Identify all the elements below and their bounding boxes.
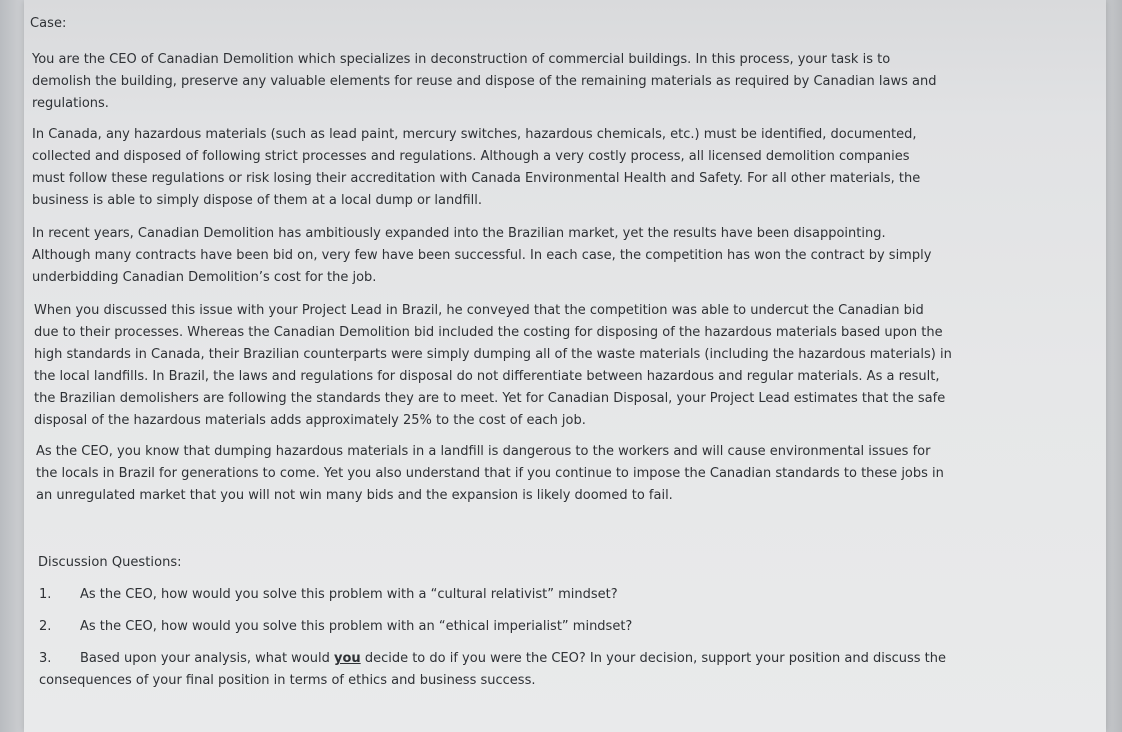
paragraph-line: When you discussed this issue with your Project Lead in Brazil, he conveyed that the competition was able to undercut the Canadian bid [34,303,924,318]
discussion-heading: Discussion Questions: [38,555,182,570]
question-text: As the CEO, how would you solve this problem with an “ethical imperialist” mindset? [80,619,633,634]
question-number: 2. [39,619,52,634]
emphasis-you: you [334,651,361,666]
question-number: 1. [39,587,52,602]
question-text-part: Based upon your analysis, what would [80,651,335,666]
case-heading: Case: [30,16,67,31]
paragraph-line: the locals in Brazil for generations to come. Yet you also understand that if you continue to impose the Canadian standards to these jobs in [36,466,944,481]
paragraph-line: You are the CEO of Canadian Demolition which specializes in deconstruction of commercial buildings. In this process, your task is to [32,52,891,67]
document-page [24,0,1106,732]
paragraph-line: collected and disposed of following strict processes and regulations. Although a very costly process, all licensed demolition companies [32,149,910,164]
paragraph-line: demolish the building, preserve any valuable elements for reuse and dispose of the remaining materials as required by Canadian laws and [32,74,937,89]
paragraph-line: regulations. [32,96,109,111]
question-text-continuation: consequences of your final position in terms of ethics and business success. [39,673,536,688]
question-text: As the CEO, how would you solve this problem with a “cultural relativist” mindset? [80,587,618,602]
paragraph-line: business is able to simply dispose of them at a local dump or landfill. [32,193,483,208]
paragraph-line: In recent years, Canadian Demolition has ambitiously expanded into the Brazilian market, yet the results have been disappointing. [32,226,886,241]
paragraph-line: As the CEO, you know that dumping hazardous materials in a landfill is dangerous to the workers and will cause environmental issues for [36,444,931,459]
paragraph-line: due to their processes. Whereas the Canadian Demolition bid included the costing for disposing of the hazardous materials based upon the [34,325,943,340]
paragraph-line: must follow these regulations or risk losing their accreditation with Canada Environmental Health and Safety. For all other materials, the [32,171,921,186]
question-text-part: decide to do if you were the CEO? In your decision, support your position and discuss the [360,651,946,666]
paragraph-line: an unregulated market that you will not win many bids and the expansion is likely doomed to fail. [36,488,673,503]
paragraph-line: the local landfills. In Brazil, the laws and regulations for disposal do not differentiate between hazardous and regular materials. As a result, [34,369,940,384]
paragraph-line: Although many contracts have been bid on, very few have been successful. In each case, the competition has won the contract by simply [32,248,932,263]
paragraph-line: underbidding Canadian Demolition’s cost for the job. [32,270,377,285]
paragraph-line: disposal of the hazardous materials adds approximately 25% to the cost of each job. [34,413,586,428]
paragraph-line: In Canada, any hazardous materials (such as lead paint, mercury switches, hazardous chemicals, etc.) must be identified, documented, [32,127,917,142]
question-text [80,648,946,670]
paragraph-line: high standards in Canada, their Brazilian counterparts were simply dumping all of the waste materials (including the hazardous materials) in [34,347,952,362]
question-number: 3. [39,651,52,666]
paragraph-line: the Brazilian demolishers are following the standards they are to meet. Yet for Canadian Disposal, your Project Lead estimates that the safe [34,391,946,406]
